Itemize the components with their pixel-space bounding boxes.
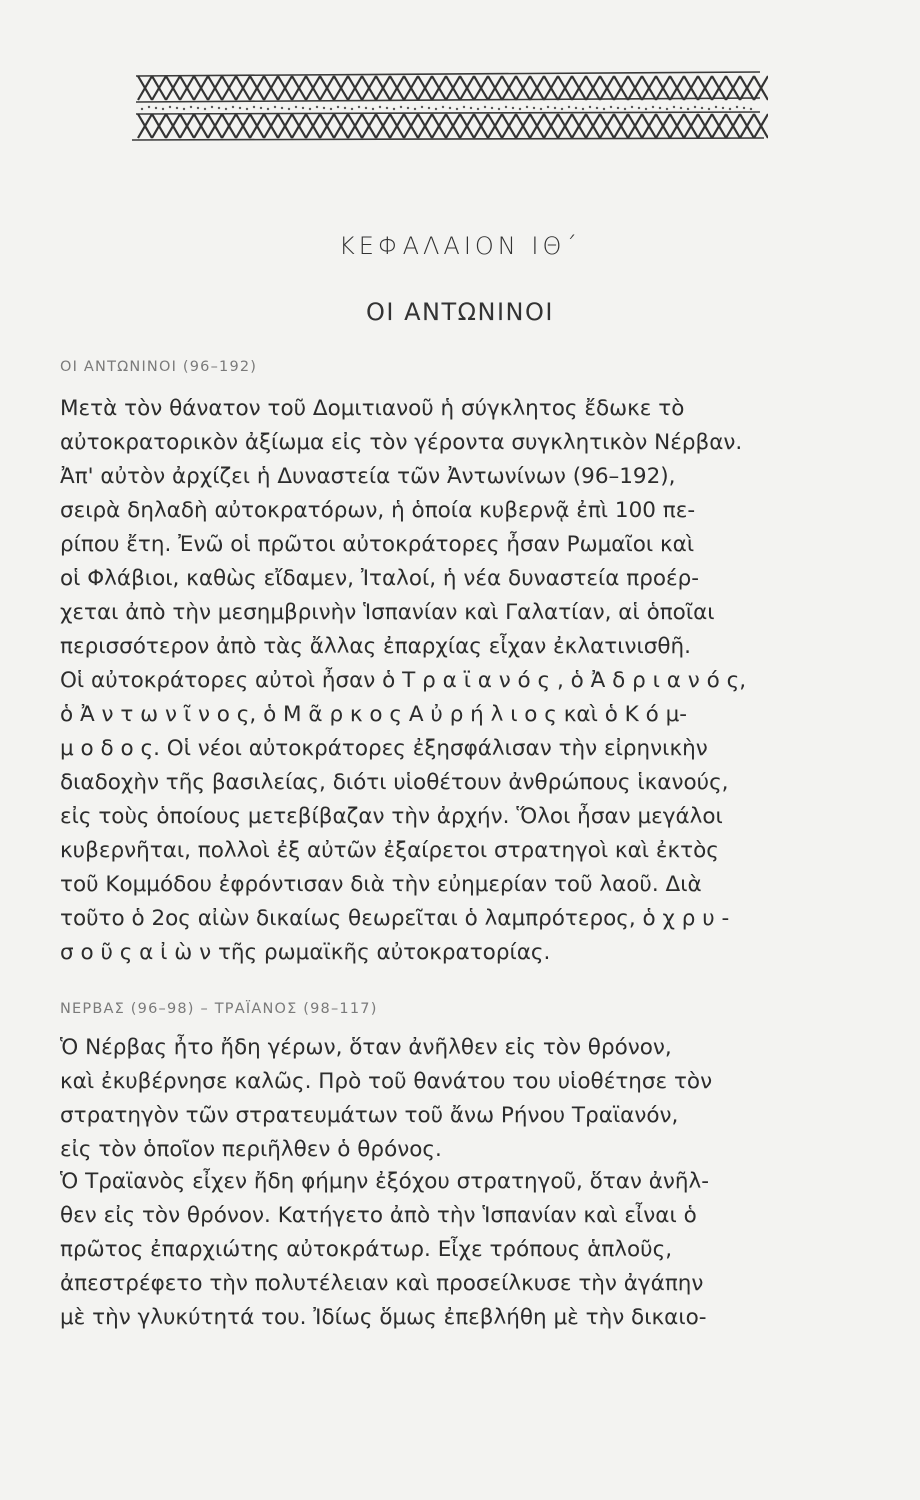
- text-line: διαδοχὴν τῆς βασιλείας, διότι υἱοθέτουν ἀνθρώπους ἱκανούς,: [60, 770, 729, 795]
- text-line: πρῶτος ἐπαρχιώτης αὐτοκράτωρ. Εἶχε τρόπους ἁπλοῦς,: [60, 1237, 673, 1262]
- chapter-heading: ΚΕΦΑΛΑΙΟΝ ΙΘ΄: [339, 232, 581, 260]
- paragraph: [60, 1165, 796, 1335]
- text-line: θεν εἰς τὸν θρόνον. Κατήγετο ἀπὸ τὴν Ἱσπανίαν καὶ εἶναι ὁ: [60, 1203, 697, 1228]
- text-line: μὲ τὴν γλυκύτητά του. Ἰδίως ὅμως ἐπεβλήθη μὲ τὴν δικαιο-: [60, 1305, 707, 1330]
- paragraph: [60, 392, 796, 970]
- text-line: ρίπου ἔτη. Ἐνῶ οἱ πρῶτοι αὐτοκράτορες ἦσαν Ρωμαῖοι καὶ: [60, 532, 695, 557]
- text-line: καὶ ἐκυβέρνησε καλῶς. Πρὸ τοῦ θανάτου του υἱοθέτησε τὸν: [60, 1069, 713, 1094]
- text-line: τοῦ Κομμόδου ἐφρόντισαν διὰ τὴν εὐημερίαν τοῦ λαοῦ. Διὰ: [60, 872, 702, 897]
- section-heading: ΟΙ ΑΝΤΩΝΙΝΟΙ (96–192): [60, 359, 258, 375]
- text-line: στρατηγὸν τῶν στρατευμάτων τοῦ ἄνω Ρήνου Τραϊανόν,: [60, 1103, 679, 1128]
- text-line: εἰς τὸν ὁποῖον περιῆλθεν ὁ θρόνος.: [60, 1137, 442, 1162]
- paragraph: [60, 1031, 796, 1167]
- text-line: χεται ἀπὸ τὴν μεσημβρινὴν Ἱσπανίαν καὶ Γαλατίαν, αἱ ὁποῖαι: [60, 600, 715, 625]
- text-line: Ὁ Νέρβας ἦτο ἤδη γέρων, ὅταν ἀνῆλθεν εἰς τὸν θρόνον,: [60, 1035, 672, 1060]
- text-line: Ἀπ' αὐτὸν ἀρχίζει ἡ Δυναστεία τῶν Ἀντωνίνων (96–192),: [60, 464, 676, 489]
- ornament-band-icon: [128, 62, 768, 154]
- text-line: κυβερνῆται, πολλοὶ ἐξ αὐτῶν ἐξαίρετοι στρατηγοὶ καὶ ἐκτὸς: [60, 838, 719, 863]
- section-heading: ΝΕΡΒΑΣ (96–98) – ΤΡΑΪΑΝΟΣ (98–117): [60, 1001, 378, 1017]
- text-line: Μετὰ τὸν θάνατον τοῦ Δομιτιανοῦ ἡ σύγκλητος ἔδωκε τὸ: [60, 396, 685, 421]
- text-line: σ ο ῦ ς α ἰ ὼ ν τῆς ρωμαϊκῆς αὐτοκρατορίας.: [60, 940, 551, 965]
- text-line: περισσότερον ἀπὸ τὰς ἄλλας ἐπαρχίας εἶχαν ἐκλατινισθῆ.: [60, 634, 691, 659]
- text-line: αὐτοκρατορικὸν ἀξίωμα εἰς τὸν γέροντα συγκλητικὸν Νέρβαν.: [60, 430, 743, 455]
- text-line: μ ο δ ο ς. Οἱ νέοι αὐτοκράτορες ἐξησφάλισαν τὴν εἰρηνικὴν: [60, 736, 708, 761]
- text-line: Ὁ Τραϊανὸς εἶχεν ἤδη φήμην ἐξόχου στρατηγοῦ, ὅταν ἀνῆλ-: [60, 1169, 710, 1194]
- text-line: τοῦτο ὁ 2ος αἰὼν δικαίως θεωρεῖται ὁ λαμπρότερος, ὁ χ ρ υ -: [60, 906, 730, 931]
- text-line: ἀπεστρέφετο τὴν πολυτέλειαν καὶ προσείλκυσε τὴν ἀγάπην: [60, 1271, 704, 1296]
- text-line: εἰς τοὺς ὁποίους μετεβίβαζαν τὴν ἀρχήν. Ὅλοι ἦσαν μεγάλοι: [60, 804, 723, 829]
- text-line: ὁ Ἀ ν τ ω ν ῖ ν ο ς, ὁ Μ ᾶ ρ κ ο ς Α ὐ ρ ή λ ι ο ς καὶ ὁ Κ ό μ-: [60, 702, 688, 727]
- chapter-title: ΟΙ ΑΝΤΩΝΙΝΟΙ: [366, 298, 554, 326]
- text-line: σειρὰ δηλαδὴ αὐτοκρατόρων, ἡ ὁποία κυβερνᾷ ἐπὶ 100 πε-: [60, 498, 696, 523]
- text-line: Οἱ αὐτοκράτορες αὐτοὶ ἦσαν ὁ Τ ρ α ϊ α ν ό ς , ὁ Ἀ δ ρ ι α ν ό ς,: [60, 668, 747, 693]
- text-line: οἱ Φλάβιοι, καθὼς εἴδαμεν, Ἰταλοί, ἡ νέα δυναστεία προέρ-: [60, 566, 700, 591]
